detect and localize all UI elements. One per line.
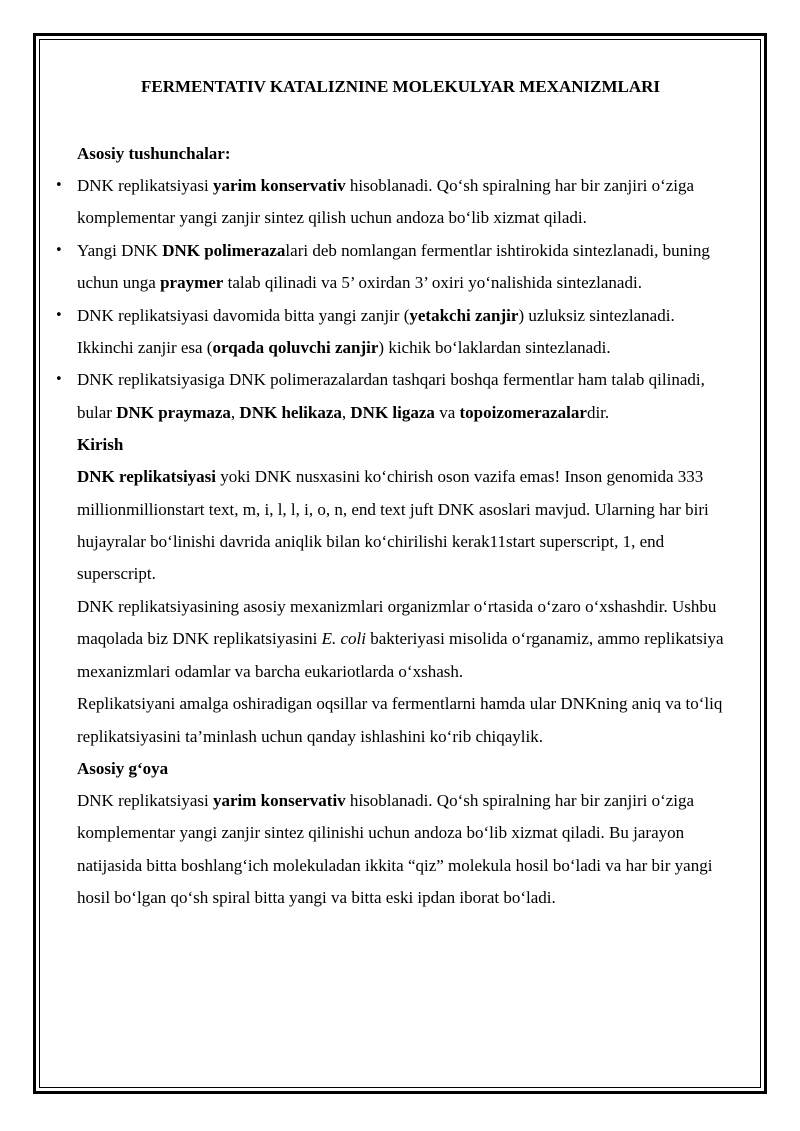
bold-term: DNK ligaza [350, 402, 435, 422]
bold-term: yarim konservativ [212, 176, 346, 195]
intro-paragraph-1: DNK replikatsiyasi yoki DNK nusxasini ko‘chirish oson vazifa emas! Inson genomida 333 millionmillionstart text, m, i, l, l, i, o, n, end text juft DNK asoslari mavjud. Ularning har biri hujayralar bo‘linishi davrida aniqlik bilan ko‘chirilishi kerak11start superscript, 1, end superscript. [77, 467, 709, 584]
bullet-item: • DNK replikatsiyasiga DNK polimerazalardan tashqari boshqa fermentlar ham talab qilinadi, bular DNK praymaza, DNK helikaza, DNK ligaza va topoizomerazalardir. [77, 364, 732, 429]
key-concepts-list [77, 170, 732, 429]
bold-term: orqada qoluvchi zanjir [212, 338, 379, 358]
key-concepts-heading: Asosiy tushunchalar: [77, 144, 231, 163]
main-idea-heading: Asosiy g‘oya [77, 758, 169, 778]
intro-heading: Kirish [77, 435, 124, 455]
document-page [77, 72, 732, 915]
bold-term: yarim konservativ [212, 790, 346, 810]
bold-term: topoizomerazalar [459, 402, 587, 422]
italic-term: E. coli [321, 629, 366, 649]
bold-term: DNK helikaza [239, 402, 342, 422]
spacer [77, 102, 732, 138]
document-title: FERMENTATIV KATALIZNINE MOLEKULYAR MEXANIZMLARI [140, 77, 661, 96]
intro-paragraph-3: Replikatsiyani amalga oshiradigan oqsillar va fermentlarni hamda ular DNKning aniq va to‘liq replikatsiyasini ta’minlash uchun qanday ishlashini ko‘rib chiqaylik. [77, 694, 723, 746]
bold-term: praymer [160, 273, 224, 293]
bold-term: DNK replikatsiyasi [77, 467, 217, 487]
intro-paragraph-2: DNK replikatsiyasining asosiy mexanizmlari organizmlar o‘rtasida o‘zaro o‘xshashdir. Ushbu maqolada biz DNK replikatsiyasini E. coli bakteriyasi misolida o‘rganamiz, ammo replikatsiya mexanizmlari odamlar va barcha eukariotlarda o‘xshash. [77, 596, 724, 681]
bullet-item: • DNK replikatsiyasi davomida bitta yangi zanjir (yetakchi zanjir) uzluksiz sintezlanadi. Ikkinchi zanjir esa (orqada qoluvchi zanjir) kichik bo‘laklardan sintezlanadi. [77, 300, 732, 365]
bullet-item: • Yangi DNK DNK polimerazalari deb nomlangan fermentlar ishtirokida sintezlanadi, buning uchun unga praymer talab qilinadi va 5’ oxirdan 3’ oxiri yo‘nalishida sintezlanadi. [77, 235, 732, 300]
bold-term: DNK praymaza [116, 402, 231, 422]
bullet-item: • DNK replikatsiyasi yarim konservativ hisoblanadi. Qo‘sh spiralning har bir zanjiri o‘ziga komplementar yangi zanjir sintez qilish uchun andoza bo‘lib xizmat qiladi. [77, 170, 732, 235]
bold-term: DNK polimeraza [162, 240, 286, 260]
bold-term: yetakchi zanjir [409, 305, 519, 325]
main-idea-paragraph: DNK replikatsiyasi yarim konservativ hisoblanadi. Qo‘sh spiralning har bir zanjiri o‘ziga komplementar yangi zanjir sintez qilinishi uchun andoza bo‘lib xizmat qiladi. Bu jarayon natijasida bitta boshlang‘ich molekuladan ikkita “qiz” molekula hosil bo‘ladi va har bir yangi hosil bo‘lgan qo‘sh spiral bitta yangi va bitta eski ipdan iborat bo‘ladi. [77, 790, 713, 908]
